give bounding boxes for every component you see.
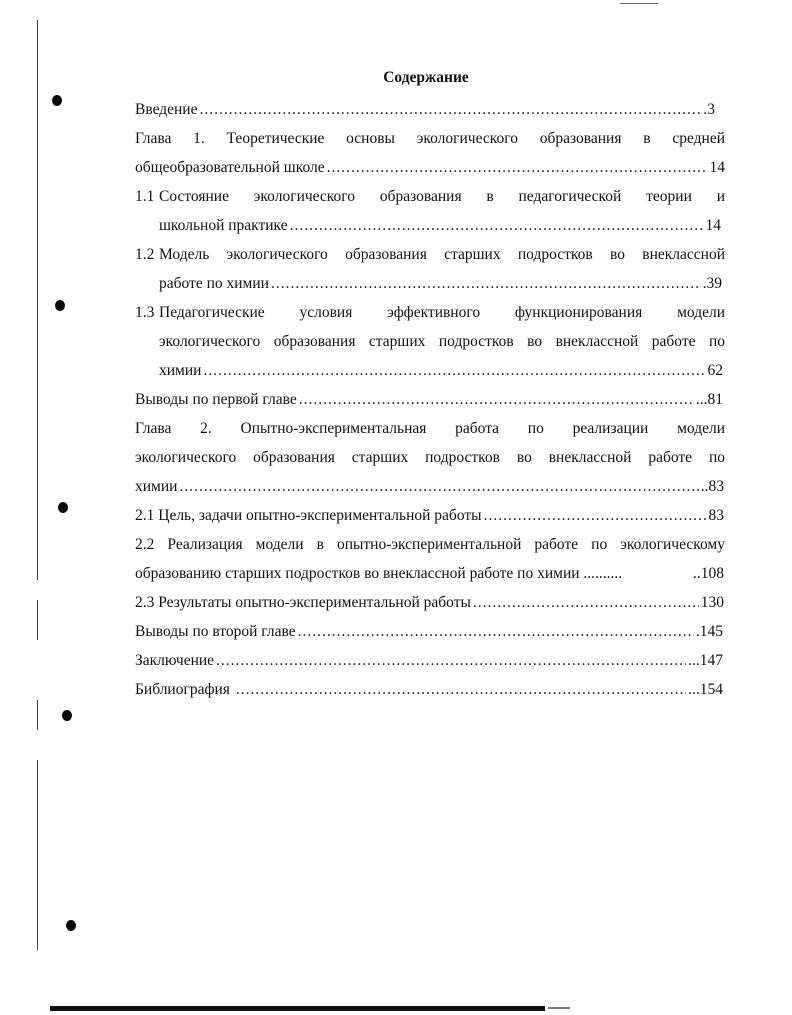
toc-leader xyxy=(484,501,707,530)
page-title: Содержание xyxy=(383,69,469,86)
toc-leader xyxy=(179,472,698,501)
toc-leader xyxy=(299,385,694,414)
margin-line xyxy=(37,760,38,950)
toc-entry-2-2 xyxy=(135,559,724,588)
toc-entry-conclusions-2 xyxy=(135,617,723,646)
toc-page-number: ...81 xyxy=(695,391,723,408)
toc-entry-intro xyxy=(135,95,715,124)
toc-entry-1-1 xyxy=(159,211,721,240)
scan-edge-bar xyxy=(50,1006,545,1011)
toc-page-number: 14 xyxy=(709,159,725,176)
toc-entry-title: Состояние экологического образования в педагогической теории и xyxy=(159,188,725,205)
toc-entry-chapter1 xyxy=(135,153,725,182)
toc-entry-2-1 xyxy=(135,501,724,530)
binder-hole-icon xyxy=(52,95,62,106)
toc-section-number: 1.2 xyxy=(135,246,155,263)
toc-leader xyxy=(290,211,704,240)
toc-entry-1-3 xyxy=(159,356,723,385)
toc-entry-title: Библиография xyxy=(135,681,234,698)
toc-entry-conclusion xyxy=(135,646,723,675)
toc-leader xyxy=(236,675,686,704)
toc-entry-conclusions-1 xyxy=(135,385,723,414)
scan-edge-dash xyxy=(548,1007,570,1009)
toc-entry-chapter2 xyxy=(135,472,724,501)
toc-leader xyxy=(203,356,705,385)
toc-entry-title: общеобразовательной школе xyxy=(135,159,325,176)
toc-entry-1-1-line1 xyxy=(135,182,725,211)
toc-page-number: 83 xyxy=(708,507,724,524)
margin-line xyxy=(37,600,38,640)
toc-page-number: .3 xyxy=(703,101,715,118)
scan-mark xyxy=(620,3,658,4)
toc-entry-title: Педагогические условия эффективного функционирования модели xyxy=(159,304,725,321)
toc-section-number: 1.1 xyxy=(135,188,155,205)
toc-entry-2-3 xyxy=(135,588,724,617)
toc-entry-title: Заключение xyxy=(135,652,215,669)
toc-leader xyxy=(199,95,701,124)
toc-entry-title: работе по химии xyxy=(159,275,269,292)
margin-line xyxy=(37,700,38,730)
toc-entry-chapter2-line1: Глава 2. Опытно-экспериментальная работа по реализации модели xyxy=(135,420,725,437)
toc-page-number: .145 xyxy=(695,623,723,640)
margin-line xyxy=(37,20,38,580)
toc-entry-title: 2.3 Результаты опытно-экспериментальной работы xyxy=(135,594,471,611)
toc-entry-2-2-line1: 2.2 Реализация модели в опытно-экспериментальной работе по экологическому xyxy=(135,536,725,553)
toc-page-number: .39 xyxy=(702,275,722,292)
toc-entry-title: химии xyxy=(159,362,202,379)
toc-section-number: 1.3 xyxy=(135,304,155,321)
toc-page-number: ...147 xyxy=(688,652,723,669)
toc-entry-title: Введение xyxy=(135,101,198,118)
toc-entry-1-3-line2: экологического образования старших подростков во внеклассной работе по xyxy=(159,333,725,350)
toc-entry-chapter2-line2: экологического образования старших подростков во внеклассной работе по xyxy=(135,449,725,466)
toc-leader xyxy=(271,269,701,298)
toc-entry-1-2-line1 xyxy=(135,240,725,269)
binder-hole-icon xyxy=(58,502,68,513)
toc-page-number: 14 xyxy=(705,217,721,234)
toc-leader xyxy=(298,617,694,646)
toc-entry-title: образованию старших подростков во внеклассной работе по химии .......... xyxy=(135,565,623,582)
toc-entry-1-2 xyxy=(159,269,722,298)
toc-entry-bibliography xyxy=(135,675,723,704)
toc-page-number: 62 xyxy=(707,362,723,379)
toc-entry-title: химии xyxy=(135,478,178,495)
toc-page-number: ...154 xyxy=(688,681,723,698)
toc-entry-1-3-line1 xyxy=(135,298,725,327)
toc-entry-title: Выводы по первой главе xyxy=(135,391,297,408)
toc-leader xyxy=(473,588,699,617)
toc-leader xyxy=(216,646,686,675)
binder-hole-icon xyxy=(62,710,72,721)
toc-page-number: 130 xyxy=(700,594,724,611)
binder-hole-icon xyxy=(55,300,65,311)
toc-entry-title: 2.1 Цель, задачи опытно-экспериментальной работы xyxy=(135,507,482,524)
toc-page-number: ..83 xyxy=(700,478,724,495)
toc-page-number: ..108 xyxy=(693,565,724,582)
toc-leader xyxy=(327,153,708,182)
toc-entry-title: Выводы по второй главе xyxy=(135,623,296,640)
toc-entry-title: школьной практике xyxy=(159,217,288,234)
toc-entry-title: Модель экологического образования старших подростков во внеклассной xyxy=(159,246,725,263)
binder-hole-icon xyxy=(66,920,76,931)
toc-entry-chapter1-line1: Глава 1. Теоретические основы экологического образования в средней xyxy=(135,130,725,147)
